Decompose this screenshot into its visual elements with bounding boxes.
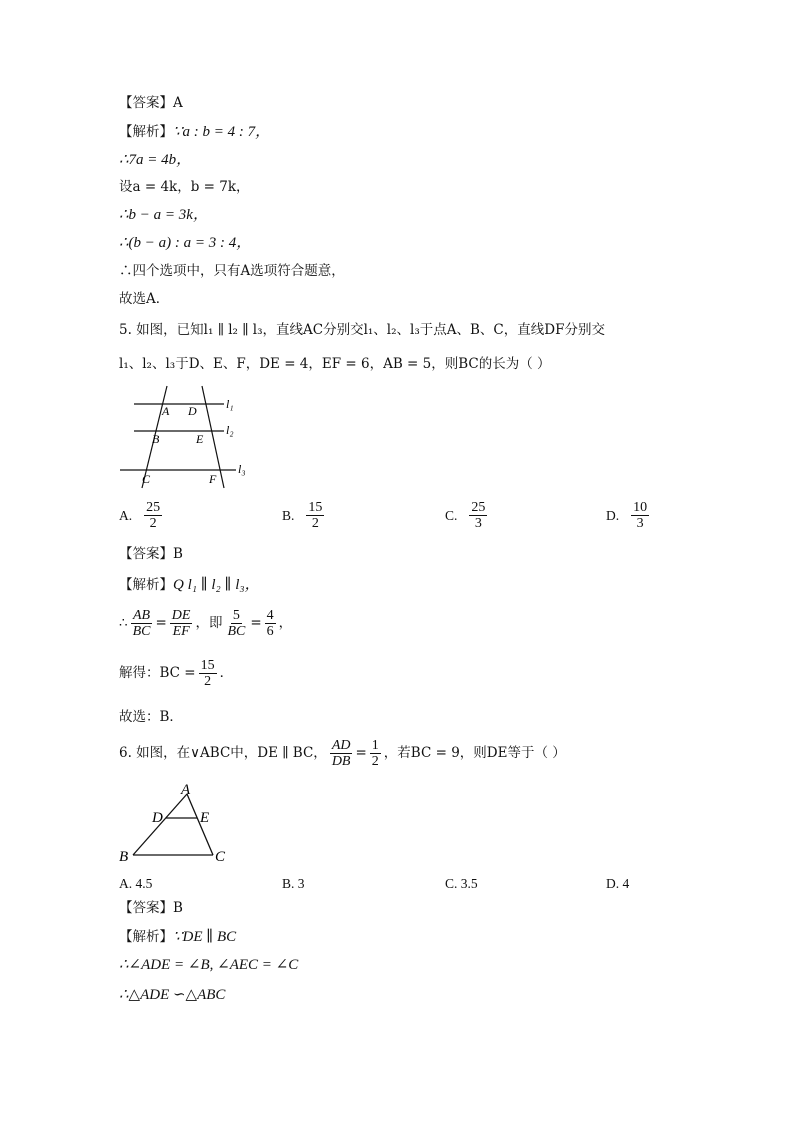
label-l1: l₁ bbox=[226, 397, 234, 411]
q5-option-a[interactable]: A. $\frac{25}{2}$ bbox=[119, 500, 161, 531]
q6-option-c[interactable]: C. 3.5 bbox=[445, 876, 478, 891]
q4-analysis-line-5: ∴(b − a) : a = 3 : 4， bbox=[119, 235, 252, 251]
q6-option-a[interactable]: A. 4.5 bbox=[119, 876, 153, 891]
q5-option-c[interactable]: C. $\frac{25}{3}$ bbox=[445, 500, 486, 531]
label-D: D bbox=[188, 404, 197, 418]
label-F: F bbox=[209, 472, 217, 486]
label-l3: l₃ bbox=[238, 462, 246, 476]
q5-parallel-lines-figure bbox=[118, 384, 258, 494]
label-C: C bbox=[142, 472, 151, 486]
q6-triangle-figure bbox=[117, 780, 237, 866]
q6-answer: 【答案】B bbox=[119, 900, 183, 916]
label-B: B bbox=[152, 432, 160, 446]
q4-analysis-line-6: ∴四个选项中，只有A选项符合题意， bbox=[119, 263, 345, 279]
label-E: E bbox=[196, 432, 204, 446]
q4-analysis-line-4: ∴b − a = 3k， bbox=[119, 207, 208, 223]
q6-option-b[interactable]: B. 3 bbox=[282, 876, 305, 891]
label-D: D bbox=[152, 810, 163, 826]
q5-option-b[interactable]: B. $\frac{15}{2}$ bbox=[282, 500, 323, 531]
q6-analysis-line-3: ∴△ADE ∽△ABC bbox=[119, 987, 226, 1003]
q6-option-d[interactable]: D. 4 bbox=[606, 876, 630, 891]
q4-analysis-line-7: 故选A． bbox=[119, 291, 170, 307]
label-B: B bbox=[119, 849, 129, 865]
q5-analysis-line-2: ∴ $\frac{AB}{BC}$ = $\frac{DE}{EF}$ ，即 $\frac{5}{BC}$ = $\frac{4}{6}$ ， bbox=[119, 608, 293, 639]
q6-analysis-line-2: ∴∠ADE = ∠B, ∠AEC = ∠C bbox=[119, 957, 299, 973]
q5-analysis-line-3: 解得：BC = $\frac{15}{2}$ ． bbox=[119, 658, 234, 689]
label-A: A bbox=[181, 782, 191, 798]
label-A: A bbox=[162, 404, 170, 418]
q4-analysis-line-1 bbox=[119, 125, 270, 140]
q5-analysis-line-1: 【解析】Q l₁ ∥ l₂ ∥ l₃， bbox=[119, 577, 260, 593]
q4-analysis-line-3: 设a = 4k，b = 7k， bbox=[119, 179, 250, 195]
q4-answer: 【答案】A bbox=[119, 95, 183, 111]
q4-ratio-given: ∵a : b = 4 : 7， bbox=[173, 124, 271, 140]
q5-stem-line-2: l₁、l₂、l₃于D、E、F，DE = 4，EF = 6，AB = 5，则BC的长为（ ） bbox=[119, 356, 551, 372]
q5-option-d[interactable]: D. $\frac{10}{3}$ bbox=[606, 500, 648, 531]
q6-analysis-line-1: 【解析】∵DE ∥ BC bbox=[119, 929, 237, 945]
q4-analysis-line-2: ∴7a = 4b， bbox=[119, 152, 192, 168]
q6-stem: 6. 如图，在∨ABC中，DE ∥ BC， $\frac{AD}{DB}$ = $\frac{1}{2}$ ，若BC = 9，则DE等于（ ） bbox=[119, 738, 566, 769]
q4-analysis-label: 【解析】 bbox=[119, 124, 173, 140]
label-l2: l₂ bbox=[226, 423, 234, 437]
q5-stem-line-1: 5. 如图，已知l₁ ∥ l₂ ∥ l₃，直线AC分别交l₁、l₂、l₃于点A、B、C，直线DF分别交 bbox=[119, 322, 605, 338]
label-E: E bbox=[200, 810, 210, 826]
q5-analysis-line-4: 故选：B． bbox=[119, 709, 183, 725]
label-C: C bbox=[215, 849, 226, 865]
q5-answer: 【答案】B bbox=[119, 546, 183, 562]
